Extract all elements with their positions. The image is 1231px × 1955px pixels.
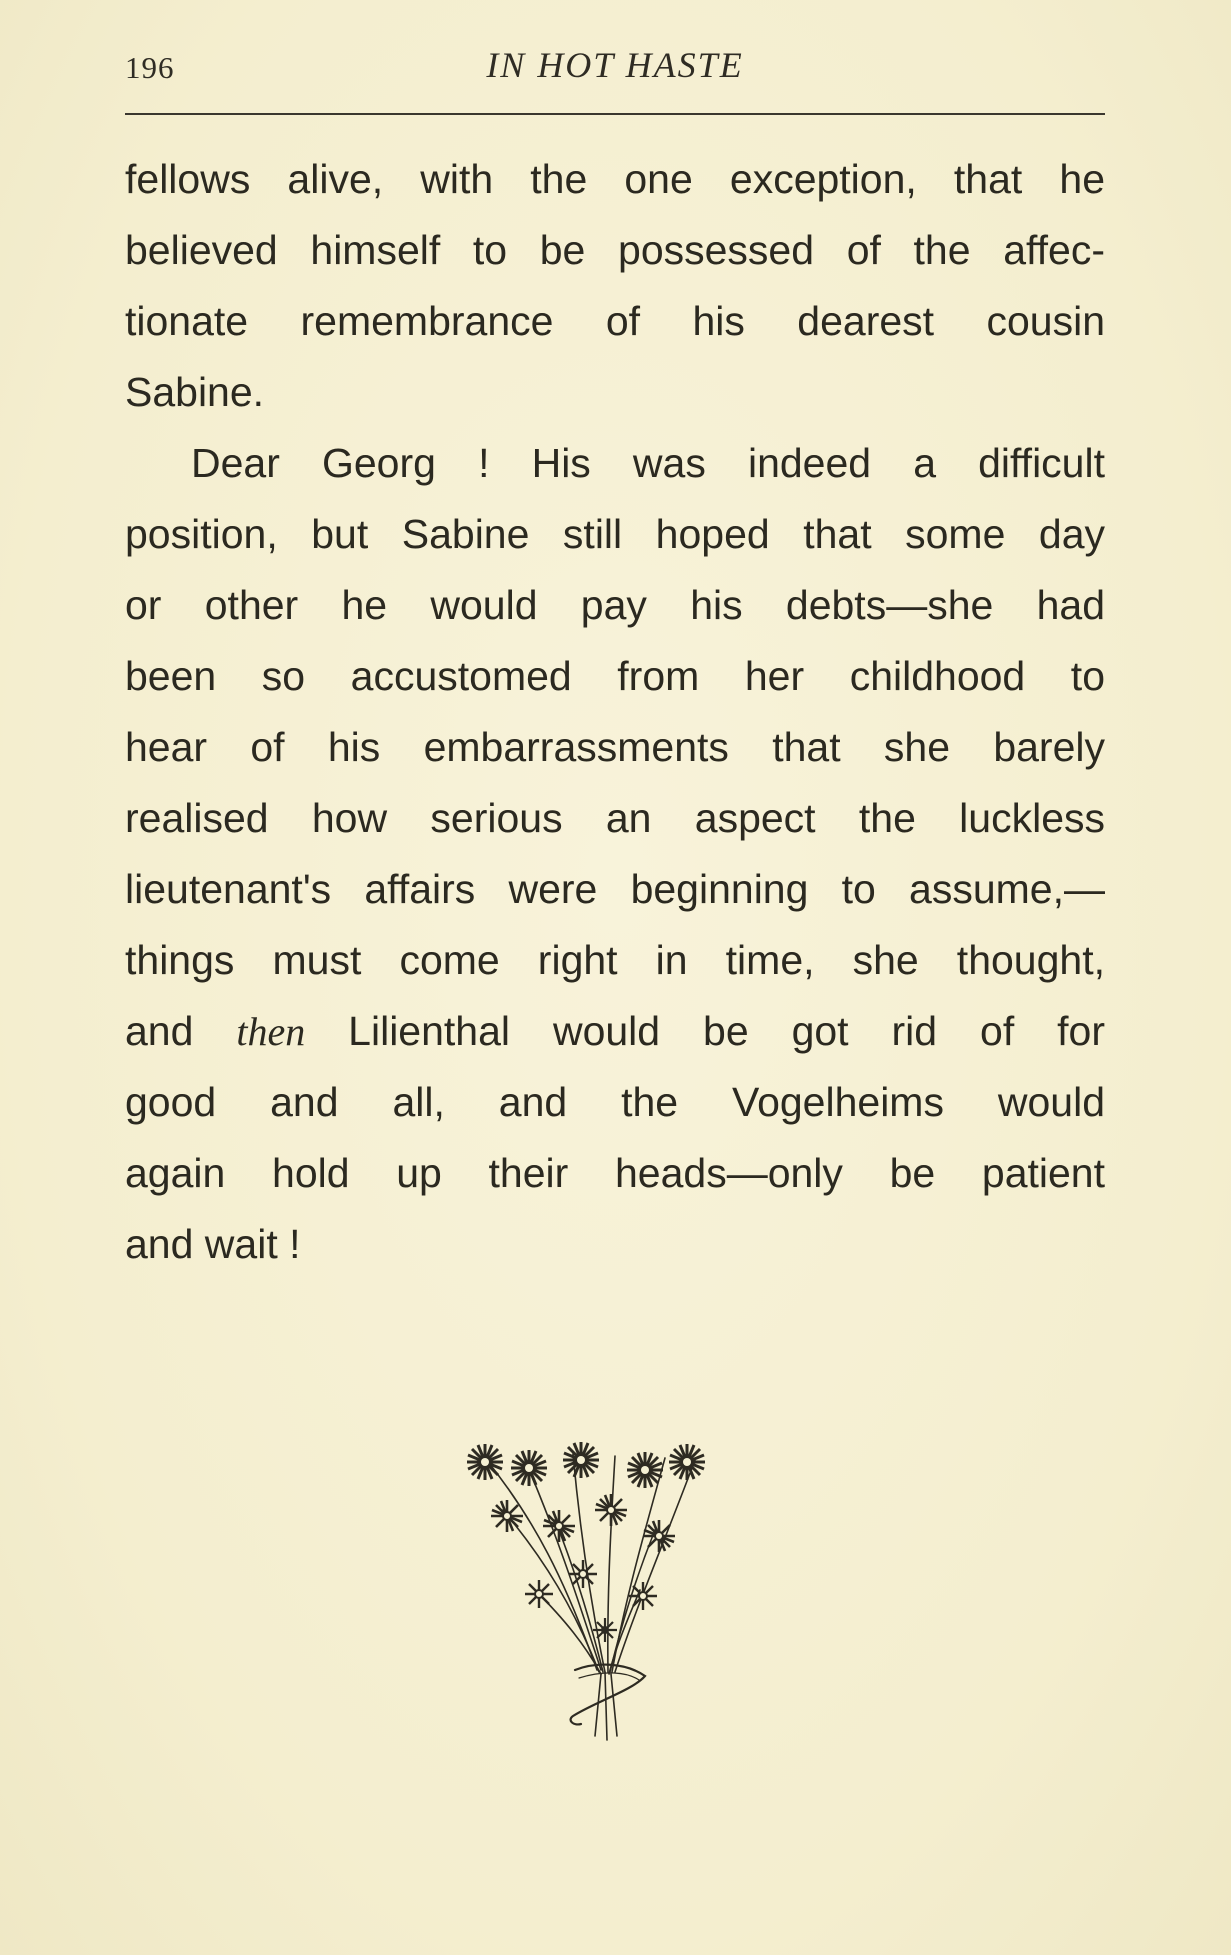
text-line: things must come right in time, she thought, [125,937,1105,983]
text-line: realised how serious an aspect the luckless [125,795,1105,841]
text-line: tionate remembrance of his dearest cousin [125,298,1105,344]
text-line [125,996,1105,1067]
text-line: again hold up their heads—only be patient [125,1150,1105,1196]
text-segment: Lilienthal would be got rid of for [305,1008,1105,1054]
running-title: IN HOT HASTE [486,45,744,85]
text-line: Sabine. [125,369,265,415]
text-line: position, but Sabine still hoped that some day [125,511,1105,557]
text-line: believed himself to be possessed of the affec- [125,227,1105,273]
header-rule [125,113,1105,115]
text-line: been so accustomed from her childhood to [125,653,1105,699]
running-head [125,40,1105,90]
text-line: good and all, and the Vogelheims would [125,1079,1105,1125]
text-segment: and [125,1008,237,1054]
flower-bouquet-icon [455,1440,775,1760]
text-line: hear of his embarrassments that she barely [125,724,1105,770]
body-text [125,144,1105,1280]
page-number: 196 [125,50,175,85]
text-line: or other he would pay his debts—she had [125,582,1105,628]
text-line: and wait ! [125,1221,301,1267]
paragraph-start-line: Dear Georg ! His was indeed a difficult [191,440,1105,486]
text-line: lieutenant's affairs were beginning to assume,— [125,866,1105,912]
text-line: fellows alive, with the one exception, that he [125,156,1105,202]
italic-word: then [236,1009,306,1054]
